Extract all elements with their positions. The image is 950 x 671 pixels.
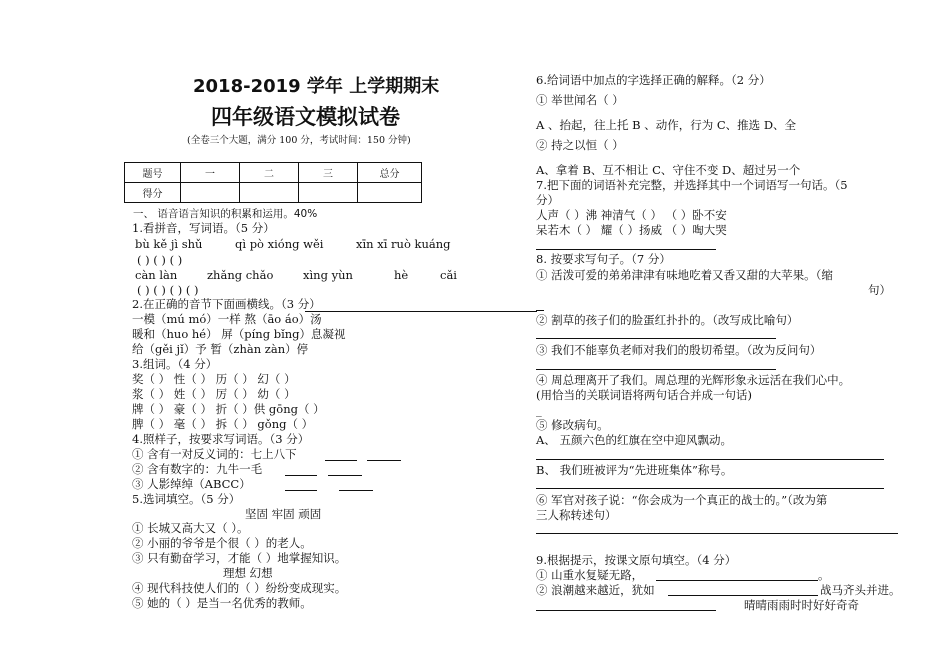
q2-divider xyxy=(305,311,537,312)
q1-title: 1.看拼音，写词语。（5 分） xyxy=(132,221,275,235)
q5-word-options: 理想 幻想 xyxy=(223,566,273,580)
score-input-cell[interactable] xyxy=(358,183,422,203)
score-cell: 一 xyxy=(181,163,240,183)
q4-answer-line[interactable] xyxy=(285,490,317,491)
q3-line: 奖（ ） 性（ ） 历（ ） 幻（ ） xyxy=(132,372,296,386)
q1-pinyin: zhǎng chǎo xyxy=(207,268,274,282)
q4-answer-line[interactable] xyxy=(367,460,401,461)
q5-item: ④ 现代科技使人们的（ ）纷纷变成现实。 xyxy=(132,581,347,595)
score-cell: 得分 xyxy=(125,183,181,203)
q8-item: ⑤ 修改病句。 xyxy=(536,418,609,432)
q8-answer-line[interactable] xyxy=(536,338,776,339)
score-cell: 总分 xyxy=(358,163,422,183)
q6-item: ② 持之以恒（ ） xyxy=(536,138,624,152)
q5-item: ① 长城又高大又（ ）。 xyxy=(132,521,249,535)
q1-pinyin: càn làn xyxy=(135,268,178,282)
q1-pinyin: xīn xī ruò kuáng xyxy=(356,237,451,251)
q4-answer-line[interactable] xyxy=(285,475,317,476)
q9-item-end: 。 xyxy=(818,568,830,582)
q4-answer-line[interactable] xyxy=(339,490,373,491)
q1-answer-blanks[interactable]: ( ) ( ) ( ) xyxy=(137,253,183,267)
q8-item: ③ 我们不能辜负老师对我们的殷切希望。（改为反问句） xyxy=(536,343,822,357)
q2-title: 2.在正确的音节下面画横线。（3 分） xyxy=(132,297,321,311)
q8-sub-item: A、 五颜六色的红旗在空中迎风飘动。 xyxy=(536,433,732,447)
q1-answer-blanks[interactable]: ( ) ( ) ( ) ( ) xyxy=(137,283,199,297)
score-input-cell[interactable] xyxy=(299,183,358,203)
q2-line: 给（gěi jǐ）予 暂（zhàn zàn）停 xyxy=(132,342,309,356)
q9-item-end: 晴晴雨雨时时好好奇奇 xyxy=(744,598,859,612)
q4-answer-line[interactable] xyxy=(328,475,362,476)
q5-word-options: 坚固 牢固 顽固 xyxy=(245,507,322,521)
q4-item-2: ② 含有数字的：九牛一毛 xyxy=(132,462,263,476)
q8-title: 8. 按要求写句子。（7 分） xyxy=(536,252,671,266)
q9-answer-line[interactable] xyxy=(668,595,818,596)
q9-answer-line[interactable] xyxy=(656,580,818,581)
q8-answer-line[interactable] xyxy=(536,459,884,460)
exam-title: 四年级语文模拟试卷 xyxy=(211,104,400,129)
exam-note: (全卷三个大题，满分 100 分，考试时间：150 分钟) xyxy=(187,135,411,146)
q1-pinyin: bù kě jì shǔ xyxy=(135,237,203,251)
q3-title: 3.组词。（4 分） xyxy=(132,357,218,371)
q8-item: ⑥ 军官对孩子说：“你会成为一个真正的战士的。”（改为第 xyxy=(536,493,828,507)
q1-pinyin: cǎi xyxy=(440,268,457,282)
q3-line: 脾（ ） 毫（ ） 拆（ ） gǒng（ ） xyxy=(132,417,314,431)
q8-item-cont: (用恰当的关联词语将两句话合并成一句话) xyxy=(536,388,752,402)
q8-answer-line[interactable] xyxy=(536,310,544,311)
q8-item-cont: 三人称转述句） xyxy=(536,508,617,522)
q9-answer-line[interactable] xyxy=(536,610,716,611)
score-cell: 三 xyxy=(299,163,358,183)
q8-answer-line[interactable] xyxy=(536,533,898,534)
q4-item-3: ③ 人影绰绰（ABCC） xyxy=(132,477,251,491)
score-cell: 二 xyxy=(240,163,299,183)
score-table-header-row xyxy=(125,163,422,183)
q9-item-end: 战马齐头并进。 xyxy=(820,583,901,597)
score-cell: 题号 xyxy=(125,163,181,183)
q7-title-cont: 分） xyxy=(536,193,559,207)
q6-options: A 、抬起，往上托 B 、动作，行为 C、推选 D、全 xyxy=(536,118,797,132)
score-input-cell[interactable] xyxy=(181,183,240,203)
q2-line: 一模（mú mó）一样 熬（āo áo）汤 xyxy=(132,312,322,326)
q5-item: ② 小丽的爷爷是个很（ ）的老人。 xyxy=(132,536,312,550)
q4-answer-line[interactable] xyxy=(325,460,357,461)
q7-line: 呆若木（ ） 耀（ ）扬威 （ ）啕大哭 xyxy=(536,223,727,237)
q1-pinyin: hè xyxy=(394,268,409,282)
q8-answer-line[interactable] xyxy=(536,488,884,489)
q6-title: 6.给词语中加点的字选择正确的解释。（2 分） xyxy=(536,73,771,87)
q9-item: ② 浪潮越来越近，犹如 xyxy=(536,583,655,597)
q7-line: 人声（ ）沸 神清气（ ） （ ）卧不安 xyxy=(536,208,727,222)
q8-item: ② 割草的孩子们的脸蛋红扑扑的。（改写成比喻句） xyxy=(536,313,799,327)
score-input-cell[interactable] xyxy=(240,183,299,203)
q8-item-cont: 句） xyxy=(868,283,891,297)
q1-pinyin: xìng yùn xyxy=(303,268,353,282)
q1-pinyin: qì pò xióng wěi xyxy=(235,237,324,251)
score-table xyxy=(124,162,422,203)
q6-options: A、拿着 B、互不相让 C、守住不变 D、超过另一个 xyxy=(536,163,801,177)
q6-item: ① 举世闻名（ ） xyxy=(536,93,624,107)
q8-item-cont: _ xyxy=(536,403,542,417)
q5-title: 5.选词填空。（5 分） xyxy=(132,492,241,506)
q9-title: 9.根据提示，按课文原句填空。（4 分） xyxy=(536,553,737,567)
q9-item: ① 山重水复疑无路， xyxy=(536,568,644,582)
q3-line: 牌（ ） 豪（ ） 折（ ）供 gōng（ ） xyxy=(132,402,325,416)
section-1-heading: 一、 语音语言知识的积累和运用。40% xyxy=(133,208,318,220)
q8-item: ① 活泼可爱的弟弟津津有味地吃着又香又甜的大苹果。（缩 xyxy=(536,268,833,282)
q4-item-1: ① 含有一对反义词的：七上八下 xyxy=(132,447,297,461)
q4-title: 4.照样子，按要求写词语。（3 分） xyxy=(132,432,310,446)
q7-title: 7.把下面的词语补充完整，并选择其中一个词语写一句话。（5 xyxy=(536,178,848,192)
q2-line: 暖和（huo hé） 屏（píng bǐng）息凝视 xyxy=(132,327,346,341)
q3-line: 浆（ ） 姓（ ） 厉（ ） 幼（ ） xyxy=(132,387,296,401)
q8-item: ④ 周总理离开了我们。周总理的光辉形象永远活在我们心中。 xyxy=(536,373,851,387)
exam-title-year: 2018-2019 学年 上学期期末 xyxy=(193,76,440,97)
q5-item: ⑤ 她的（ ）是当一名优秀的教师。 xyxy=(132,596,312,610)
score-table-score-row xyxy=(125,183,422,203)
q5-item: ③ 只有勤奋学习，才能（ ）地掌握知识。 xyxy=(132,551,347,565)
q8-answer-line[interactable] xyxy=(536,369,776,370)
q7-answer-line[interactable] xyxy=(536,249,716,250)
q8-sub-item: B、 我们班被评为“先进班集体”称号。 xyxy=(536,463,733,477)
